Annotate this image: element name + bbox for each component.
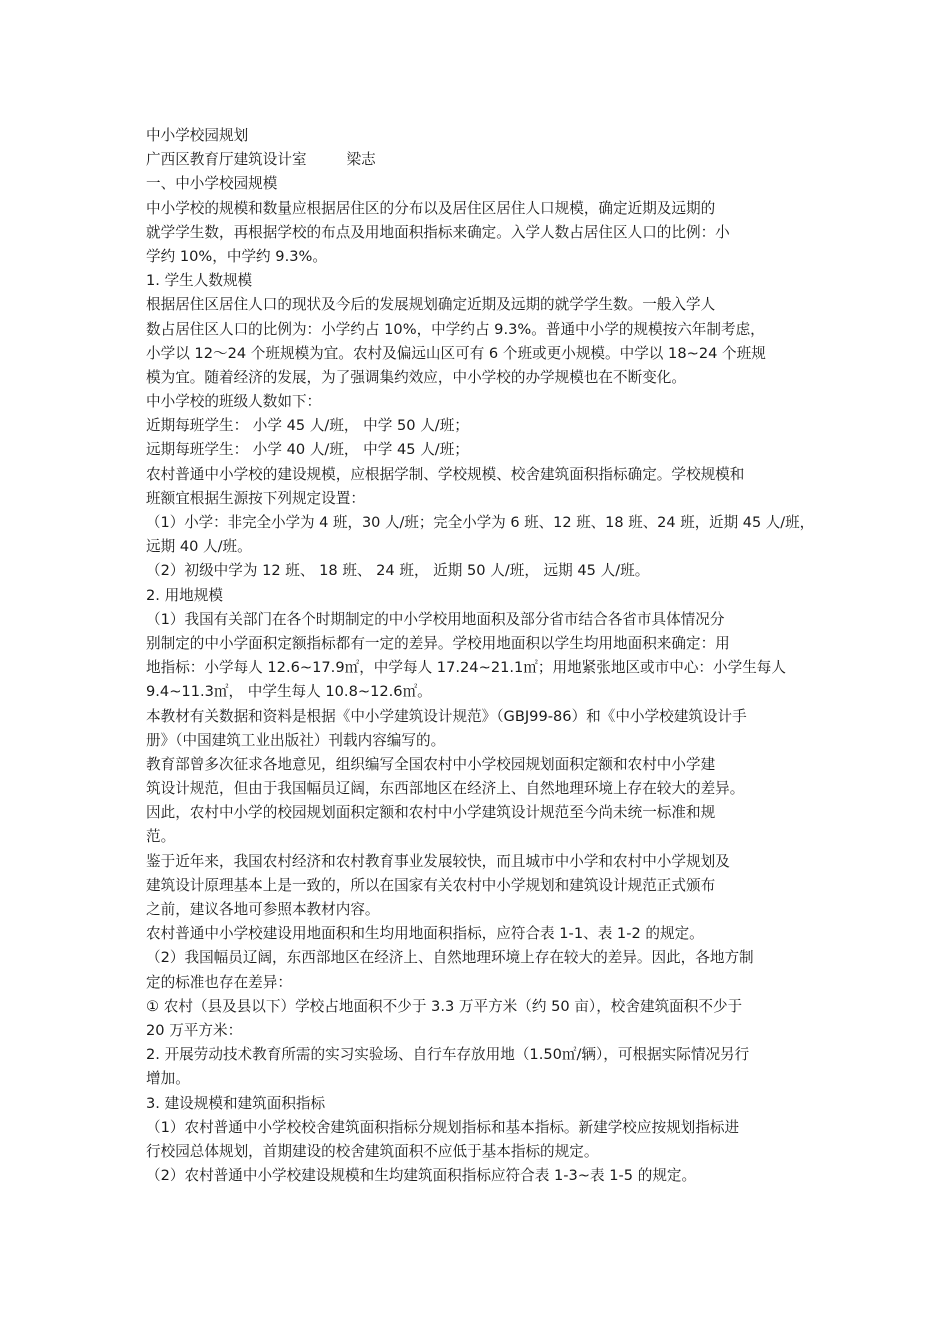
subsection-heading: 3. 建设规模和建筑面积指标 [146,1094,326,1112]
paragraph-line: 远期每班学生： 小学 40 人/班， 中学 45 人/班； [146,441,469,459]
paragraph-line: 别制定的中小学面积定额指标都有一定的差异。学校用地面积以学生均用地面积来确定：用 [146,634,730,652]
author-line [146,148,814,172]
institution-name: 广西区教育厅建筑设计室 [146,151,307,169]
paragraph-line: 近期每班学生： 小学 45 人/班， 中学 50 人/班； [146,417,469,435]
subsection-heading: 2. 用地规模 [146,586,223,604]
paragraph-line: 中小学校的班级人数如下： [146,393,322,411]
paragraph-line: 9.4~11.3㎡， 中学生每人 10.8~12.6㎡。 [146,683,432,701]
paragraph-line: 增加。 [146,1070,190,1088]
paragraph-line: 之前，建议各地可参照本教材内容。 [146,901,380,918]
paragraph-line: 班额宜根据生源按下列规定设置： [146,489,365,507]
paragraph-line: 建筑设计原理基本上是一致的，所以在国家有关农村中小学规划和建筑设计规范正式颁布 [146,876,716,894]
paragraph-line: 小学以 12～24 个班规模为宜。农村及偏远山区可有 6 个班或更小规模。中学以 18~24 个班规 [146,344,766,362]
paragraph-line: 数占居住区人口的比例为：小学约占 10%，中学约占 9.3%。普通中小学的规模按六年制考虑， [146,320,765,338]
doc-title: 中小学校园规划 [146,127,249,144]
paragraph-line: 教育部曾多次征求各地意见，组织编写全国农村中小学校园规划面积定额和农村中小学建 [146,755,716,773]
paragraph-line: （2）农村普通中小学校建设规模和生均建筑面积指标应符合表 1-3~表 1-5 的规定。 [146,1167,697,1185]
author-name: 梁志 [346,151,376,169]
paragraph-line: 定的标准也存在差异： [146,973,292,991]
subsection-heading: 1. 学生人数规模 [146,272,253,290]
document-page [146,124,814,1188]
paragraph-line: （2）初级中学为 12 班、 18 班、 24 班， 近期 50 人/班， 远期 45 人/班。 [146,562,650,580]
paragraph-line: ① 农村（县及县以下）学校占地面积不少于 3.3 万平方米（约 50 亩），校舍建筑面积不少于 [146,997,743,1015]
paragraph-line: 鉴于近年来，我国农村经济和农村教育事业发展较快，而且城市中小学和农村中小学规划及 [146,852,730,870]
paragraph-line: （1）农村普通中小学校校舍建筑面积指标分规划指标和基本指标。新建学校应按规划指标进 [146,1118,740,1136]
paragraph-line: 远期 40 人/班。 [146,538,252,556]
paragraph-line: 就学学生数，再根据学校的布点及用地面积指标来确定。入学人数占居住区人口的比例：小 [146,223,730,241]
paragraph-line: 地指标：小学每人 12.6~17.9㎡，中学每人 17.24~21.1㎡；用地紧张地区或市中心：小学生每人 [146,659,786,677]
paragraph-line: 农村普通中小学校建设用地面积和生均用地面积指标，应符合表 1-1、表 1-2 的规定。 [146,925,704,943]
paragraph-line: 本教材有关数据和资料是根据《中小学建筑设计规范》（GBJ99-86）和《中小学校建筑设计手 [146,707,747,725]
paragraph-line: 20 万平方米： [146,1021,243,1039]
section-heading: 一、中小学校园规模 [146,175,278,193]
paragraph-line: 2. 开展劳动技术教育所需的实习实验场、自行车存放用地（1.50㎡/辆），可根据实际情况另行 [146,1046,750,1064]
paragraph-line: 根据居住区居住人口的现状及今后的发展规划确定近期及远期的就学学生数。一般入学人 [146,296,716,314]
paragraph-line: 模为宜。随着经济的发展，为了强调集约效应，中小学校的办学规模也在不断变化。 [146,368,686,386]
paragraph-line: （2）我国幅员辽阔，东西部地区在经济上、自然地理环境上存在较大的差异。因此，各地方制 [146,949,754,967]
paragraph-line: 因此，农村中小学的校园规划面积定额和农村中小学建筑设计规范至今尚未统一标准和规 [146,804,716,822]
paragraph-line: （1）小学：非完全小学为 4 班，30 人/班；完全小学为 6 班、12 班、18 班、24 班，近期 45 人/班， [146,514,815,531]
paragraph-line: 筑设计规范，但由于我国幅员辽阔，东西部地区在经济上、自然地理环境上存在较大的差异。 [146,780,745,798]
paragraph-line: 范。 [146,828,176,846]
paragraph-line: 册》（中国建筑工业出版社）刊载内容编写的。 [146,731,446,749]
paragraph-line: 行校园总体规划，首期建设的校舍建筑面积不应低于基本指标的规定。 [146,1142,599,1160]
paragraph-line: 学约 10%，中学约 9.3%。 [146,247,327,265]
paragraph-line: （1）我国有关部门在各个时期制定的中小学校用地面积及部分省市结合各省市具体情况分 [146,610,725,628]
paragraph-line: 农村普通中小学校的建设规模，应根据学制、学校规模、校舍建筑面积指标确定。学校规模和 [146,465,745,483]
paragraph-line: 中小学校的规模和数量应根据居住区的分布以及居住区居住人口规模，确定近期及远期的 [146,199,716,217]
